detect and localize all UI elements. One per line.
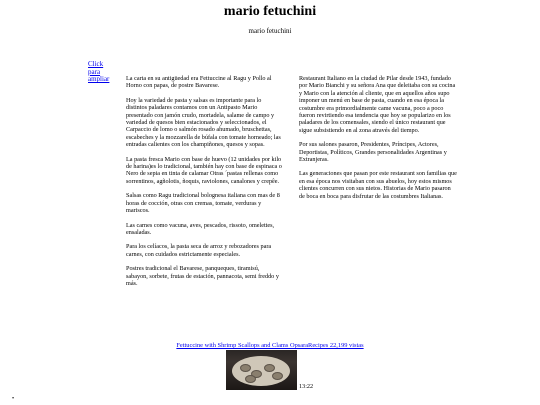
content-column-right bbox=[299, 75, 457, 207]
paragraph-generaciones: Las generaciones que pasan por este restaurant son familias que en esa época nos visitaban con sus abuelos, hoy estos mismos clientes concurren con sus nietos. Historias de Mario pasaron de boca en boca para disfrutar de las costumbres Italianas. bbox=[299, 170, 457, 200]
clam-shell-icon bbox=[240, 364, 251, 372]
page-subtitle: mario fetuchini bbox=[248, 27, 292, 35]
paragraph-carta: La carta en su antigüedad era Fettuccine al Ragu y Pollo al Horno con papas, de postre Bavarese. bbox=[126, 75, 272, 90]
clam-shell-icon bbox=[272, 372, 283, 380]
paragraph-carnes: Las carnes como vacuna, aves, pescados, rissoto, omelettes, ensaladas. bbox=[126, 221, 275, 236]
video-thumbnail[interactable] bbox=[226, 350, 297, 390]
clam-shell-icon bbox=[264, 364, 275, 372]
paragraph-pasta-fresca: La pasta fresca Mario con base de huevo (12 unidades por kilo de harina)es lo tradicional, también hay con base de espinaca o Nero de sepia en tinta de calamar Otras ´pastas rellenas como sorrentinos, agñolotis, ñoquis, raviolones, canalones y crepêe. bbox=[126, 155, 282, 185]
clam-shell-icon bbox=[245, 375, 256, 383]
paragraph-postres: Postres tradicional el Bavarese, panqueques, tiramisú, sabayon, sorbete, frutas de estación, pannacota, semi freddo y más. bbox=[126, 265, 279, 287]
page-title: mario fetuchini bbox=[223, 4, 317, 19]
video-duration: 13:22 bbox=[299, 383, 314, 390]
paragraph-salsas: Salsas como Ragu tradicional bolognesa italiana con mas de 8 horas de cocción, otras con cremas, tomate, verduras y mariscos. bbox=[126, 192, 280, 215]
click-to-enlarge-link[interactable]: Click para ampliar bbox=[88, 60, 110, 83]
paragraph-variedad: Hoy la variedad de pasta y salsas es importante para lo distintos paladares contamos con un Antipasto Mario presentado con jamón crudo, mortadela, salame de campo y variedad de quesos bien estacionados y seleccionados, el Carpaccio de lomo o salmón rosado ahumado, bruschettas, escabeches y la mozzarella de búfala con tomate horneado; las entradas calientes con los champiñones, quesos y sopas. bbox=[126, 96, 281, 149]
content-column-left bbox=[126, 75, 282, 294]
paragraph-salones: Por sus salones pasaron, Presidentes, Príncipes, Actores, Deportistas, Políticos, Grandes personalidades Argentinas y Extranjeras. bbox=[299, 141, 447, 164]
bullet-dot: • bbox=[12, 396, 15, 402]
paragraph-celiacos: Para los celíacos, la pasta seca de arroz y rebozadores para carnes, con cuidados estrictamente especiales. bbox=[126, 243, 272, 258]
video-title-link[interactable]: Fettuccine with Shrimp Scallops and Clams OpsaraRecipes 22,199 vistas bbox=[176, 342, 364, 349]
paragraph-historia: Restaurant Italiano en la ciudad de Pilar desde 1943, fundado por Mario Bianchi y su señora Ana que deleitaba con su cocina y Mario con la atención al cliente, que en aquellos años supo imponer un menú en base de pasta, cuando en esa época la costumbre era primordialmente came vacuna, poco a poco fueron revirtiendo esa tendencia que hoy se popularizo en los paladares de los comensales, siendo el único restaurant que sigue subsistiendo en al zona através del tiempo. bbox=[299, 75, 456, 134]
